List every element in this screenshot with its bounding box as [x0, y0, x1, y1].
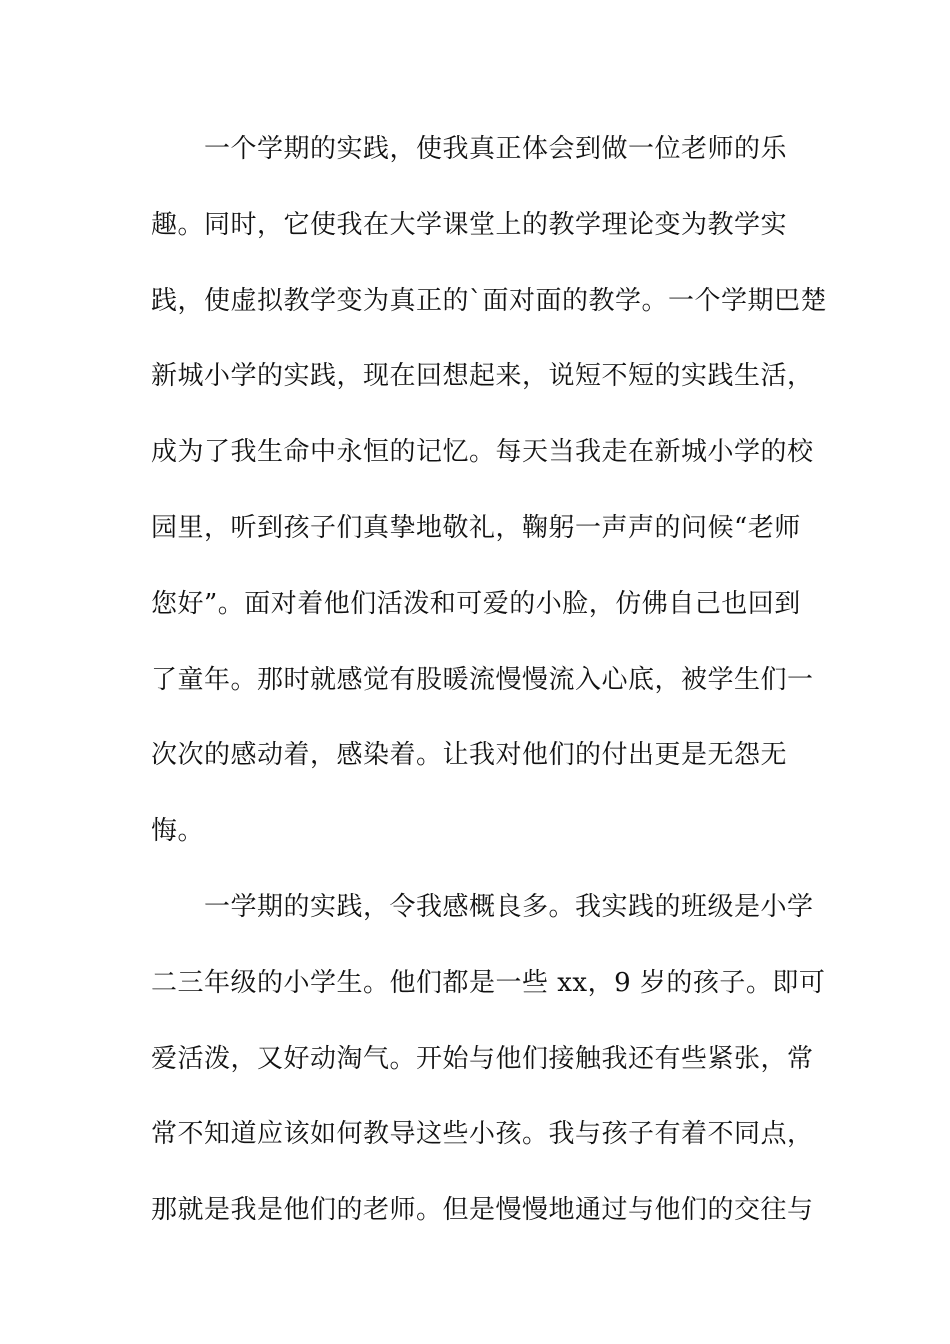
- paragraph-1: [151, 122, 828, 880]
- paragraph-2: [151, 880, 826, 1259]
- text-line: 您好”。面对着他们活泼和可爱的小脸，仿佛自己也回到: [151, 588, 801, 619]
- text-line: 悔。: [151, 816, 205, 847]
- text-line: 次次的感动着，感染着。让我对他们的付出更是无怨无: [151, 740, 788, 771]
- text-line: 二三年级的小学生。他们都是一些 xx，9 岁的孩子。即可: [151, 967, 826, 998]
- text-line: 趣。同时，它使我在大学课堂上的教学理论变为教学实: [151, 209, 788, 240]
- text-line: 那就是我是他们的老师。但是慢慢地通过与他们的交往与: [151, 1195, 814, 1226]
- text-line: 常不知道应该如何教导这些小孩。我与孩子有着不同点，: [151, 1119, 814, 1150]
- text-line: 一学期的实践，令我感概良多。我实践的班级是小学: [151, 891, 814, 922]
- text-line: 园里，听到孩子们真挚地敬礼，鞠躬一声声的问候“老师: [151, 512, 801, 543]
- text-line: 爱活泼，又好动淘气。开始与他们接触我还有些紧张，常: [151, 1043, 814, 1074]
- text-line: 成为了我生命中永恒的记忆。每天当我走在新城小学的校: [151, 437, 814, 468]
- text-line: 践，使虚拟教学变为真正的`面对面的教学。一个学期巴楚: [151, 285, 828, 316]
- text-line: 新城小学的实践，现在回想起来，说短不短的实践生活，: [151, 361, 814, 392]
- text-line: 了童年。那时就感觉有股暖流慢慢流入心底，被学生们一: [151, 664, 814, 695]
- document-body: [151, 122, 828, 1259]
- text-line: 一个学期的实践，使我真正体会到做一位老师的乐: [151, 134, 788, 164]
